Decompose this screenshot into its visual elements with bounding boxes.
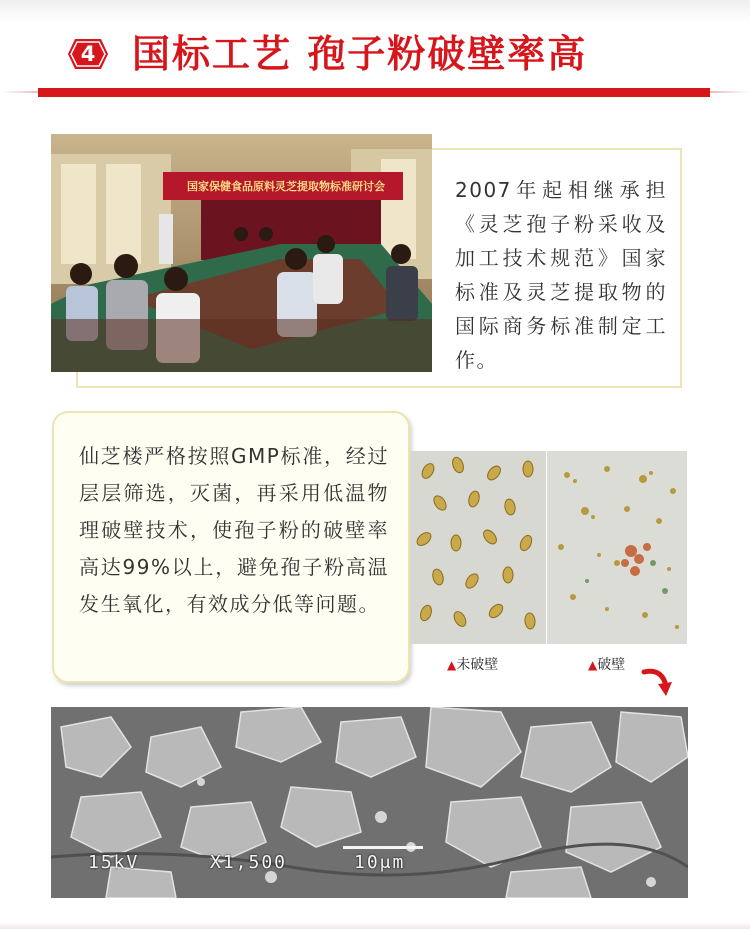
triangle-marker-icon: ▲	[447, 658, 457, 672]
bottom-divider	[0, 922, 750, 929]
title-underline	[38, 88, 710, 97]
caption-broken-text: 破壁	[597, 657, 626, 673]
curved-arrow-icon	[640, 664, 676, 698]
number-badge	[67, 37, 109, 71]
sem-scale-bar	[343, 846, 423, 849]
unbroken-spores-photo	[410, 451, 546, 644]
standard-description: 2007年起相继承担《灵芝孢子粉采收及加工技术规范》国家标准及灵芝提取物的国际商务标准制定工作。	[455, 178, 667, 372]
gmp-description: 仙芝楼严格按照GMP标准，经过层层筛选，灭菌，再采用低温物理破壁技术，使孢子粉的破壁率高达99%以上，避免孢子粉高温发生氧化，有效成分低等问题。	[79, 444, 389, 616]
sem-scale-label: 10μm	[354, 852, 406, 873]
section-header	[0, 0, 750, 105]
sem-magnification-label: X1,500	[210, 852, 288, 873]
triangle-marker-icon: ▲	[588, 658, 598, 672]
sem-voltage-label: 15kV	[88, 852, 140, 873]
meeting-banner-text: 国家保健食品原料灵芝提取物标准研讨会	[187, 180, 385, 193]
meeting-photo	[51, 134, 432, 372]
caption-broken	[588, 655, 625, 675]
broken-spores-photo	[547, 451, 687, 644]
caption-unbroken-text: 未破壁	[456, 657, 499, 673]
badge-number: 4	[80, 42, 96, 66]
page-title: 国标工艺 孢子粉破壁率高	[132, 31, 588, 76]
caption-unbroken	[447, 655, 498, 675]
